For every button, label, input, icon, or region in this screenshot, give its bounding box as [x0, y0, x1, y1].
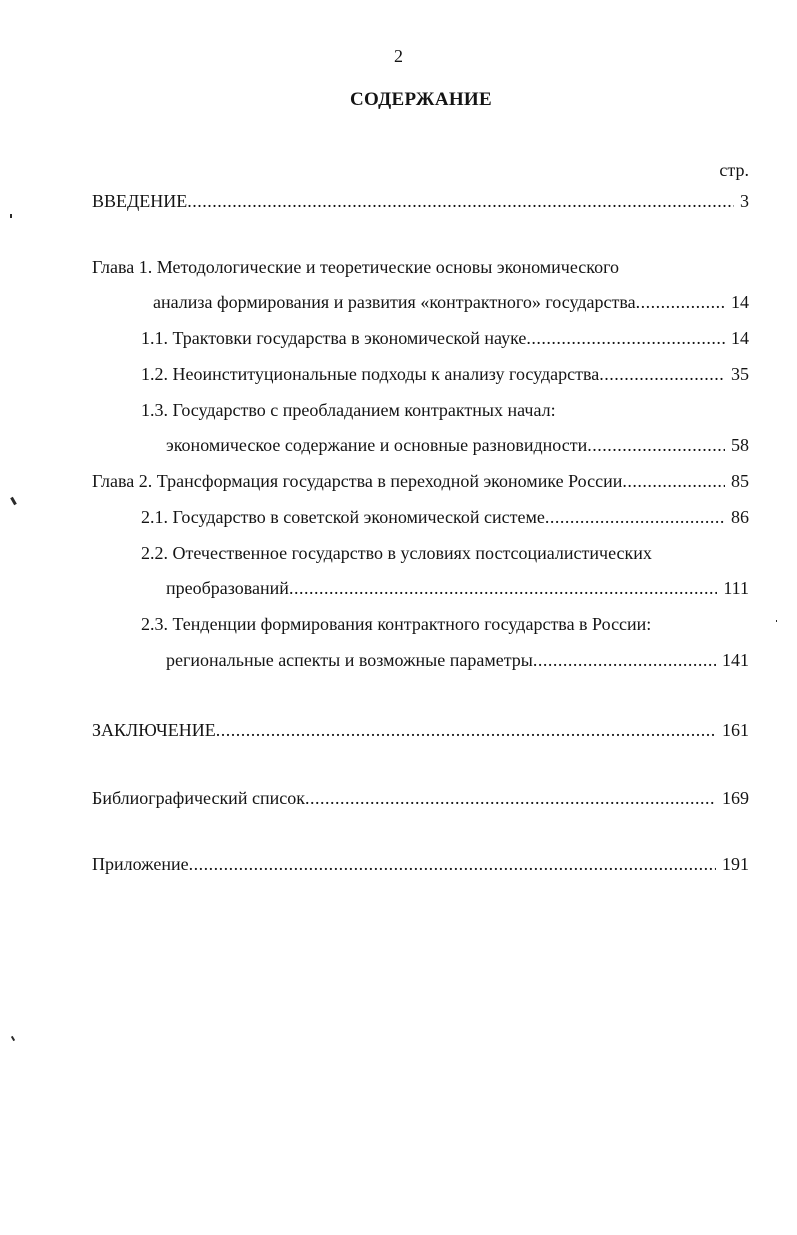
- toc-entry-text: Глава 1. Методологические и теоретические основы экономического: [92, 257, 620, 277]
- toc-leader-dots: [545, 504, 725, 530]
- toc-entry-text: преобразований: [166, 578, 289, 598]
- toc-entry-page: 111: [723, 578, 749, 598]
- toc-section-2-2-line2: [166, 575, 749, 601]
- toc-entry-text: Приложение: [92, 854, 189, 874]
- toc-entry-page: 35: [731, 364, 749, 384]
- toc-entry-text: экономическое содержание и основные разновидности: [166, 435, 588, 455]
- toc-leader-dots: [189, 851, 716, 877]
- toc-leader-dots: [526, 325, 725, 351]
- toc-entry-page: 85: [731, 471, 749, 491]
- toc-entry-page: 169: [722, 788, 749, 808]
- toc-section-2-2-line1: [141, 540, 652, 566]
- toc-entry-page: 58: [731, 435, 749, 455]
- toc-entry-intro: [92, 188, 749, 214]
- toc-entry-page: 86: [731, 507, 749, 527]
- toc-leader-dots: [587, 432, 725, 458]
- toc-leader-dots: [216, 717, 716, 743]
- toc-entry-text: 1.1. Трактовки государства в экономической науке: [141, 328, 527, 348]
- scan-speck: [10, 214, 12, 218]
- toc-entry-page: 14: [731, 328, 749, 348]
- toc-entry-text: Глава 2. Трансформация государства в переходной экономике России: [92, 471, 623, 491]
- toc-section-2-1: [141, 504, 749, 530]
- scan-speck: [11, 1036, 15, 1041]
- toc-entry-conclusion: [92, 717, 749, 743]
- toc-leader-dots: [187, 188, 734, 214]
- toc-section-1-3-line1: [141, 397, 556, 423]
- toc-chapter-1-line1: [92, 254, 619, 280]
- toc-entry-text: 2.2. Отечественное государство в условиях постсоциалистических: [141, 543, 652, 563]
- toc-entry-bibliography: [92, 785, 749, 811]
- toc-entry-text: 2.1. Государство в советской экономической системе: [141, 507, 545, 527]
- scan-speck: [10, 497, 17, 505]
- toc-entry-text: региональные аспекты и возможные параметры: [166, 650, 533, 670]
- toc-entry-text: анализа формирования и развития «контрактного» государства: [153, 292, 636, 312]
- toc-leader-dots: [289, 575, 717, 601]
- toc-section-1-3-line2: [166, 432, 749, 458]
- toc-entry-page: 141: [722, 650, 749, 670]
- toc-entry-text: ВВЕДЕНИЕ: [92, 191, 188, 211]
- toc-section-1-1: [141, 325, 749, 351]
- toc-entry-page: 161: [722, 720, 749, 740]
- toc-leader-dots: [305, 785, 716, 811]
- toc-section-2-3-line1: [141, 611, 651, 637]
- page-title: СОДЕРЖАНИЕ: [350, 89, 492, 110]
- page-number: 2: [394, 46, 403, 66]
- toc-entry-text: 2.3. Тенденции формирования контрактного государства в России:: [141, 614, 652, 634]
- toc-entry-text: 1.2. Неоинституциональные подходы к анализу государства: [141, 364, 600, 384]
- toc-section-2-3-line2: [166, 647, 749, 673]
- toc-chapter-2: [92, 468, 749, 494]
- toc-leader-dots: [599, 361, 725, 387]
- toc-section-1-2: [141, 361, 749, 387]
- toc-entry-page: 14: [731, 292, 749, 312]
- toc-entry-appendix: [92, 851, 749, 877]
- toc-leader-dots: [622, 468, 725, 494]
- toc-entry-page: 3: [740, 191, 749, 211]
- toc-entry-text: ЗАКЛЮЧЕНИЕ: [92, 720, 216, 740]
- toc-entry-text: 1.3. Государство с преобладанием контрактных начал:: [141, 400, 556, 420]
- toc-chapter-1-line2: [153, 289, 749, 315]
- page-column-label: стр.: [719, 160, 749, 180]
- scan-speck: [776, 620, 777, 622]
- toc-entry-page: 191: [722, 854, 749, 874]
- toc-entry-text: Библиографический список: [92, 788, 305, 808]
- toc-leader-dots: [636, 289, 725, 315]
- toc-leader-dots: [533, 647, 716, 673]
